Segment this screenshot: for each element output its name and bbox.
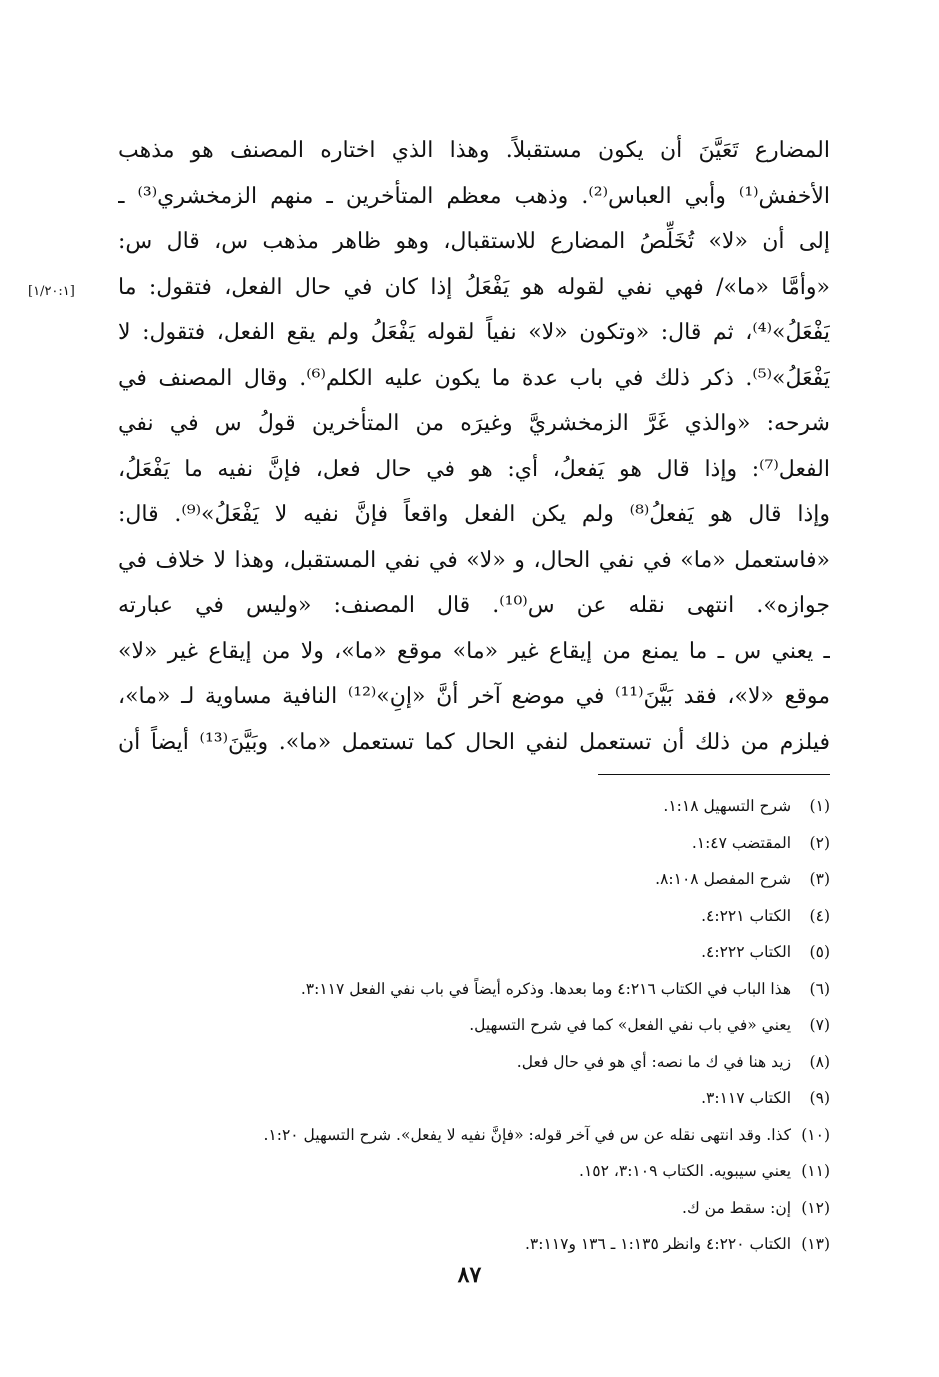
footnote-separator [598,774,830,775]
footnote-text: يعني سيبويه. الكتاب ٣:١٠٩، ١٥٢. [579,1162,792,1180]
footnote [150,898,830,935]
footnote-number: (٣) [809,870,830,888]
text-line: «وأمَّا «ما»/ فهي نفي لقوله هو يَفْعَلُ إذا كان في حال الفعل، فتقول: ما [118,274,830,300]
footnote-text: المقتضب ١:٤٧. [691,833,792,852]
text-line: وإذا قال هو يَفعلُ⁽⁸⁾ ولم يكن الفعل واقعاً فإنَّ نفيه لا يَفْعَلُ»⁽⁹⁾. قال: [118,502,830,527]
footnote-text: كذا. وقد انتهى نقله عن س في آخر قوله: «فإنَّ نفيه لا يفعل». شرح التسهيل ١:٢٠. [263,1125,792,1144]
footnote [150,1226,830,1263]
footnote-number: (٦) [809,979,830,998]
footnote-number: (١٢) [801,1198,830,1217]
text-line: الأخفش⁽¹⁾ وأبي العباس⁽²⁾. وذهب معظم المتأخرين ـ منهم الزمخشري⁽³⁾ ـ [118,183,830,209]
footnote-text: يعني «في باب نفي الفعل» كما في شرح التسهيل. [469,1016,792,1034]
footnote-number: (٧) [809,1016,830,1034]
text-line: موقع «لا»، فقد بَيَّنَ⁽¹¹⁾ في موضع آخر أنَّ «إنِ»⁽¹²⁾ النافية مساوية لـ «ما»، [118,684,830,709]
footnote-text: زيد هنا في ك ما نصه: أي هو في حال فعل. [516,1052,792,1071]
text-line: يَفْعَلُ»⁽⁴⁾، ثم قال: «وتكون «لا» نفياً لقوله يَفْعَلُ ولم يقع الفعل، فتقول: لا [118,320,830,345]
text-line: إلى أن «لا» تُخَلِّصُ المضارع للاستقبال، وهو ظاهر مذهب س، قال س: [118,229,830,254]
text-line: «فاستعمل «ما» في نفي الحال، و «لا» في نفي المستقبل، وهذا لا خلاف في [118,547,830,573]
footnote [150,1153,830,1190]
footnote-number: (٩) [809,1089,830,1107]
footnote [150,825,830,862]
text-line: الفعل⁽⁷⁾: وإذا قال هو يَفعلُ، أي: هو في حال فعل، فإنَّ نفيه ما يَفْعَلُ، [118,456,830,482]
footnote-number: (٨) [809,1052,830,1071]
footnote-text: إن: سقط من ك. [682,1198,792,1217]
footnote [150,1044,830,1081]
text-line: شرحه: «والذي غَرَّ الزمخشريَّ وغيرَه من المتأخرين قولُ س في نفي [118,411,830,436]
footnote-text: شرح المفصل ٨:١٠٨. [655,870,792,888]
main-text [118,128,830,765]
footnote-number: (١) [809,797,830,815]
text-line: المضارع تَعَيَّنَ أن يكون مستقبلاً. وهذا الذي اختاره المصنف هو مذهب [118,138,830,163]
footnote-text: الكتاب ٤:٢٢٢. [701,943,792,961]
footnote-text: الكتاب ٣:١١٧. [701,1089,792,1107]
footnote-number: (٤) [809,906,830,925]
footnote-text: الكتاب ٤:٢٢٠ وانظر ١:١٣٥ ـ ١٣٦ و٣:١١٧. [524,1235,792,1253]
footnote-number: (٢) [809,833,830,852]
footnote [150,1080,830,1117]
margin-reference: [١/٢٠:١] [28,284,75,299]
page-number: ٨٧ [457,1262,482,1288]
text-line: ـ يعني س ـ ما يمنع من إيقاع غير «ما» موقع «ما»، ولا من إيقاع غير «لا» [118,638,830,664]
footnotes [150,788,830,1263]
footnote-text: هذا الباب في الكتاب ٤:٢١٦ وما بعدها. وذكره أيضاً في باب نفي الفعل ٣:١١٧. [300,979,792,998]
footnote-text: شرح التسهيل ١:١٨. [663,797,792,815]
footnote [150,971,830,1008]
text-line: يَفْعَلُ»⁽⁵⁾. ذكر ذلك في باب عدة ما يكون عليه الكلم⁽⁶⁾. وقال المصنف في [118,365,830,391]
footnote [150,788,830,825]
footnote-text: الكتاب ٤:٢٢١. [701,906,792,925]
footnote [150,1007,830,1044]
footnote-number: (١٣) [801,1235,830,1253]
footnote [150,861,830,898]
footnote-number: (١١) [801,1162,830,1180]
text-line: فيلزم من ذلك أن تستعمل لنفي الحال كما تستعمل «ما». وبَيَّنَ⁽¹³⁾ أيضاً أن [118,729,830,755]
footnote [150,934,830,971]
footnote [150,1190,830,1227]
footnote [150,1117,830,1154]
footnote-number: (٥) [809,943,830,961]
text-line: جوازه». انتهى نقله عن س⁽¹⁰⁾. قال المصنف: «وليس في عبارته [118,593,830,618]
footnote-number: (١٠) [801,1125,830,1144]
